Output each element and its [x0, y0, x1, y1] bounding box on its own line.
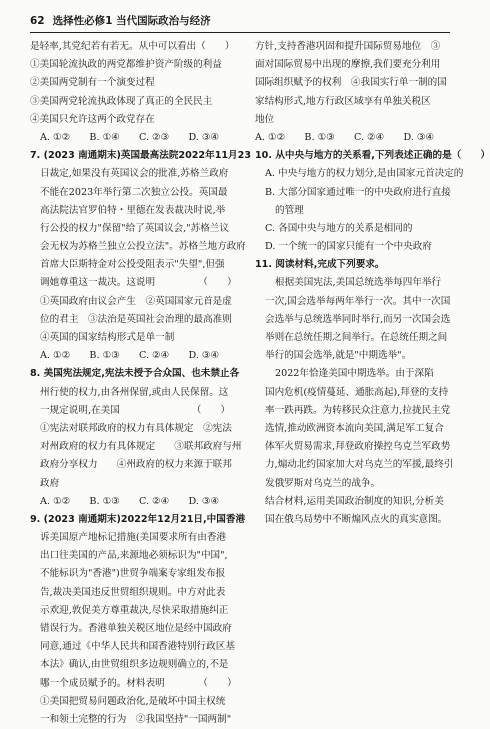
question-line: 同意,通过《中华人民共和国香港特别行政区基 [40, 641, 235, 653]
option-line: ②美国两党制有一个演变过程 [30, 77, 155, 89]
question-line: 9. (2023 南通期末)2022年12月21日,中国香港 [30, 513, 246, 525]
option-line: ④英国的国家结构形式是单一制 [40, 332, 175, 343]
question-10 [255, 147, 490, 256]
material-line: 举则在总统任期之间举行。在总统任期之间 [265, 332, 448, 343]
task-line: 结合材料,运用美国政治制度的知识,分析美 [265, 495, 444, 507]
page-number: 62 [30, 14, 45, 27]
question-8 [30, 365, 243, 511]
question-line: 州行使的权力,由各州保留,或由人民保留。这 [40, 386, 229, 398]
material-line: 一次,国会选举每两年举行一次。其中一次国 [265, 295, 451, 307]
option-line: ④美国只允许这两个政党存在 [30, 113, 155, 125]
material-line: 选情,推动欧洲资本流向美国,满足军工复合 [265, 422, 444, 434]
option-line: 政府分享权力 ④州政府的权力来源于联邦 [40, 459, 232, 471]
question-line: 7. (2023 南通期末)英国最高法院2022年11月23 [30, 150, 251, 162]
question-line: 首席大臣斯特金对公投受阻表示"失望",但强 [40, 259, 225, 271]
question-line: 10. 从中央与地方的关系看,下列表述正确的是（ ） [255, 150, 490, 162]
header-rule [30, 32, 450, 34]
question-line: 日裁定,如果没有英国议会的批准,苏格兰政府 [40, 168, 229, 180]
option-d: D. 一个统一的国家只能有一个中央政府 [265, 241, 432, 253]
question-line: 11. 阅读材料,完成下列要求。 [255, 259, 385, 271]
question-line: 示欢迎,敦促美方尊重裁决,尽快采取措施纠正 [40, 604, 229, 616]
material-line: 会选举与总统选举同时举行,而另一次国会选 [265, 313, 451, 325]
question-line: 出口往美国的产品,来源地必须标识为"中国", [40, 550, 228, 562]
question-line: 一规定说明,在美国 （ ） [40, 404, 231, 416]
option-c: C. 各国中央与地方的关系是相同的 [265, 222, 413, 234]
question-9-tail [255, 38, 460, 147]
question-line: 错误行为。香港单独关税区地位是经中国政府 [40, 623, 232, 634]
question-line: 不能标识为"香港")世贸争端案专家组发布报 [40, 568, 226, 580]
option-line: 方针,支持香港巩固和提升国际贸易地位 ③ [255, 41, 441, 52]
question-line: 8. 美国宪法规定,宪法未授予合众国、也未禁止各 [30, 368, 240, 380]
question-6-tail [30, 38, 243, 147]
option-line: ③美国两党轮流执政体现了真正的全民民主 [30, 95, 213, 107]
question-line: 高法院法官罗伯特・里德在发表裁决时说,举 [40, 204, 226, 216]
option-line: 政府 [40, 477, 60, 489]
question-line: 调她尊重这一裁决。这说明 （ ） [40, 277, 237, 289]
option-line: 位的君主 ③法治是英国社会治理的最高准则 [40, 313, 232, 325]
answer-choices: A. ①② B. ①④ C. ②③ D. ③④ [40, 131, 220, 143]
question-11 [255, 256, 460, 529]
material-line: 根据美国宪法,美国总统选举每四年举行 [275, 277, 442, 289]
question-7 [30, 147, 251, 365]
option-line: 面对国际贸易中出现的摩擦,我们要充分利用 [255, 59, 441, 71]
material-line: 举行的国会选举,就是"中期选举"。 [265, 350, 412, 362]
task-line: 国在俄乌局势中不断煽风点火的真实意图。 [265, 513, 448, 525]
question-line: 诉美国原产地标记措施(美国要求所有由香港 [40, 532, 227, 544]
material-line: 体军火贸易需求,拜登政府操控乌克兰军政势 [265, 441, 451, 453]
answer-choices: A. ①② B. ①③ C. ②④ D. ③④ [40, 495, 220, 507]
answer-choices: A. ①② B. ①③ C. ②④ D. ③④ [40, 350, 220, 362]
option-line: 家结构形式,地方行政区域享有单独关税区 [255, 95, 431, 107]
option-line: ①英国政府由议会产生 ②英国国家元首是虚 [40, 295, 232, 307]
option-line: 对州政府的权力有具体规定 ③联邦政府与州 [40, 441, 242, 453]
reading-material [255, 274, 460, 492]
right-column [255, 38, 490, 529]
material-line: 发俄罗斯对乌克兰的战争。 [265, 477, 381, 489]
question-line: 会无权为苏格兰独立公投立法"。苏格兰地方政府 [40, 241, 246, 253]
question-line: 不能在2023年举行第二次独立公投。英国最 [40, 186, 228, 198]
option-b: B. 大部分国家通过唯一的中央政府进行直接 [265, 186, 451, 198]
option-b-continued: 的管理 [275, 204, 304, 216]
material-line: 率一跌再跌。为转移民众注意力,拉拢民主党 [265, 404, 451, 416]
question-line: 是轻率,其党纪若有若无。从中可以看出（ ） [30, 41, 235, 52]
question-line: 行公投的权力"保留"给了英国议会,"苏格兰议 [40, 222, 229, 234]
question-line: 告,裁决美国违反世贸组织规则。中方对此表 [40, 586, 226, 598]
answer-choices: A. ①② B. ①③ C. ②④ D. ③④ [255, 131, 435, 143]
page-header [30, 10, 450, 32]
option-line: ①宪法对联邦政府的权力有具体规定 ②宪法 [40, 422, 232, 434]
question-line: 本法》确认,由世贸组织多边规则确立的,不是 [40, 659, 229, 671]
book-title: 选择性必修1 当代国际政治与经济 [52, 14, 211, 27]
option-line: ①美国把贸易问题政治化,是破坏中国主权统 [40, 695, 226, 707]
option-line: 国际组织赋予的权利 ④我国实行单一制的国 [255, 77, 447, 89]
option-line: 地位 [255, 113, 275, 125]
question-9 [30, 511, 246, 729]
option-a: A. 中央与地方的权力划分,是由国家元首决定的 [265, 168, 464, 180]
question-line: 哪一个成员赋予的。材料表明 （ ） [40, 677, 237, 689]
left-column [30, 38, 251, 729]
material-line: 2022年恰逢美国中期选举。由于深陷 [275, 368, 434, 380]
option-line: 一和领土完整的行为 ②我国坚持"一国两制" [40, 713, 232, 725]
option-line: ①美国轮流执政的两党都维护资产阶级的利益 [30, 59, 222, 71]
material-line: 力,煽动北约国家加大对乌克兰的军援,最终引 [265, 459, 454, 471]
material-line: 国内危机(疫情蔓延、通胀高起),拜登的支持 [265, 386, 449, 398]
